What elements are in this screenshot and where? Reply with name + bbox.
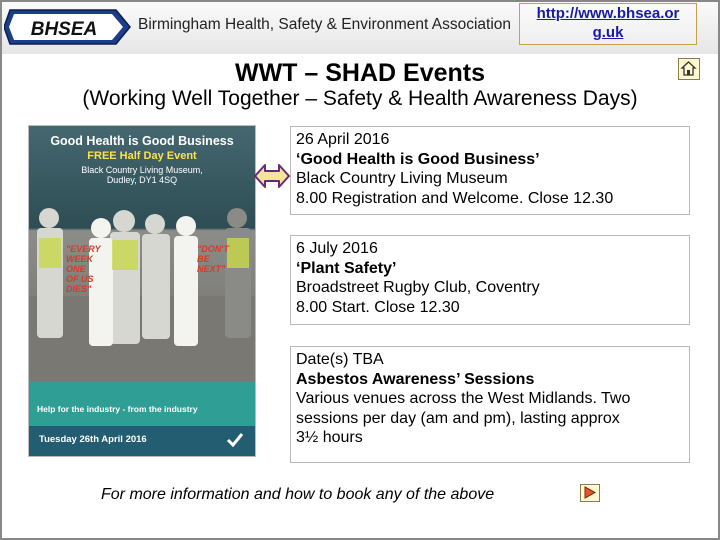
event-1-name: ‘Good Health is Good Business’ [296, 150, 540, 168]
page-title: WWT – SHAD Events [234, 59, 486, 87]
event-3-date: Date(s) TBA [296, 351, 384, 368]
double-arrow-icon [254, 162, 290, 190]
poster-line-4: Dudley, DY1 4SQ [106, 175, 178, 185]
poster-heading [29, 134, 255, 185]
play-icon[interactable] [580, 484, 600, 502]
event-3-details: sessions per day (am and pm), lasting approx [296, 409, 620, 427]
url-line-2[interactable]: g.uk [592, 24, 624, 41]
quote-left-line: WEEK [66, 254, 93, 264]
event-3-name: Asbestos Awareness’ Sessions [296, 370, 535, 388]
event-3-duration: 3½ hours [296, 429, 363, 446]
quote-left-line: DIES" [66, 284, 92, 294]
event-1-date: 26 April 2016 [296, 131, 390, 148]
event-1-venue: Black Country Living Museum [296, 170, 508, 187]
poster-quote-right [197, 244, 229, 274]
poster-date-text: Tuesday 26th April 2016 [39, 434, 147, 445]
poster-quote-left [66, 244, 101, 294]
quote-right-line: "DON'T [197, 244, 229, 254]
event-card-2 [290, 235, 690, 325]
poster-help-text: Help for the industry - from the industry [37, 404, 198, 414]
event-card-1 [290, 126, 690, 215]
more-info-text: For more information and how to book any of the above [101, 486, 495, 503]
event-2-venue: Broadstreet Rugby Club, Coventry [296, 279, 540, 296]
url-line-1[interactable]: http://www.bhsea.or [536, 5, 680, 22]
bhsea-logo [4, 8, 132, 46]
event-1-details: 8.00 Registration and Welcome. Close 12.30 [296, 189, 614, 207]
event-3-venue: Various venues across the West Midlands. Two [296, 390, 631, 407]
website-link[interactable] [519, 3, 697, 45]
checkmark-icon [225, 430, 245, 450]
quote-right-line: BE [197, 254, 210, 264]
org-name: Birmingham Health, Safety & Environment Association [138, 16, 512, 33]
quote-left-line: ONE [66, 264, 86, 274]
logo-text: BHSEA [30, 19, 98, 40]
poster-line-1: Good Health is Good Business [50, 134, 234, 148]
poster-line-2: FREE Half Day Event [87, 150, 197, 162]
quote-left-line: "EVERY [66, 244, 101, 254]
event-card-3 [290, 346, 690, 463]
quote-left-line: OF US [66, 274, 94, 284]
event-2-date: 6 July 2016 [296, 240, 378, 257]
quote-right-line: NEXT" [197, 264, 226, 274]
event-2-name: ‘Plant Safety’ [296, 259, 397, 277]
event-2-details: 8.00 Start. Close 12.30 [296, 298, 460, 316]
page-subtitle: (Working Well Together – Safety & Health Awareness Days) [82, 87, 638, 110]
home-icon[interactable] [678, 58, 700, 80]
poster-line-3: Black Country Living Museum, [81, 165, 203, 175]
event-poster [28, 125, 256, 457]
